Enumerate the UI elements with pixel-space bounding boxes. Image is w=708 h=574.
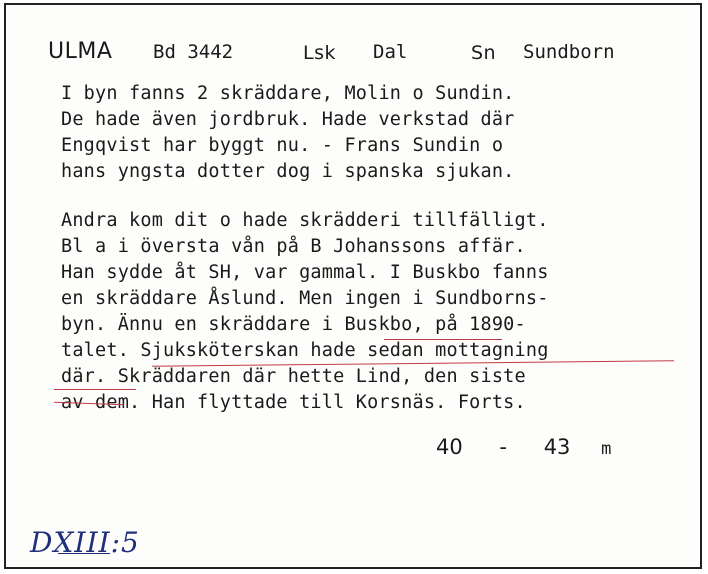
- handwritten-signature: DXIII:5: [30, 526, 140, 559]
- text-line: Han sydde åt SH, var gammal. I Buskbo fanns: [61, 262, 549, 283]
- place-name: ULMA: [48, 39, 113, 64]
- text-line: I byn fanns 2 skräddare, Molin o Sundin.: [61, 83, 515, 104]
- text-line: byn. Ännu en skräddare i Buskbo, på 1890-: [61, 314, 526, 335]
- archive-card: [4, 3, 702, 569]
- sn-value: Sundborn: [523, 41, 615, 63]
- page-unit: m: [601, 439, 612, 459]
- underline-buskbo: [384, 339, 502, 340]
- text-line: Andra kom dit o hade skrädderi tillfälligt.: [61, 210, 549, 231]
- text-line: hans yngsta dotter dog i spanska sjukan.: [61, 161, 515, 182]
- text-line: en skräddare Åslund. Men ingen i Sundborns-: [61, 288, 549, 309]
- lsk-value: Dal: [373, 41, 408, 63]
- sn-label: Sn: [471, 42, 497, 64]
- reference-number: Bd 3442: [153, 41, 234, 63]
- page-range: [436, 435, 611, 459]
- text-line: av dem. Han flyttade till Korsnäs. Forts.: [61, 392, 526, 413]
- page-start: 40: [436, 435, 463, 459]
- page-dash: -: [499, 435, 507, 459]
- paragraph-2: [61, 208, 549, 416]
- paragraph-1: [61, 81, 515, 185]
- text-line: Bl a i översta vån på B Johanssons affär.: [61, 236, 526, 257]
- text-line: Engqvist har byggt nu. - Frans Sundin o: [61, 135, 504, 156]
- signature-underline: [58, 553, 110, 554]
- text-line: De hade även jordbruk. Hade verkstad där: [61, 109, 515, 130]
- underline-dar: [54, 389, 136, 390]
- text-line: där. Skräddaren där hette Lind, den siste: [61, 366, 526, 387]
- lsk-label: Lsk: [303, 42, 336, 64]
- card-header: [6, 39, 700, 69]
- text-line: talet. Sjuksköterskan hade sedan mottagning: [61, 340, 549, 361]
- page-end: 43: [543, 435, 571, 459]
